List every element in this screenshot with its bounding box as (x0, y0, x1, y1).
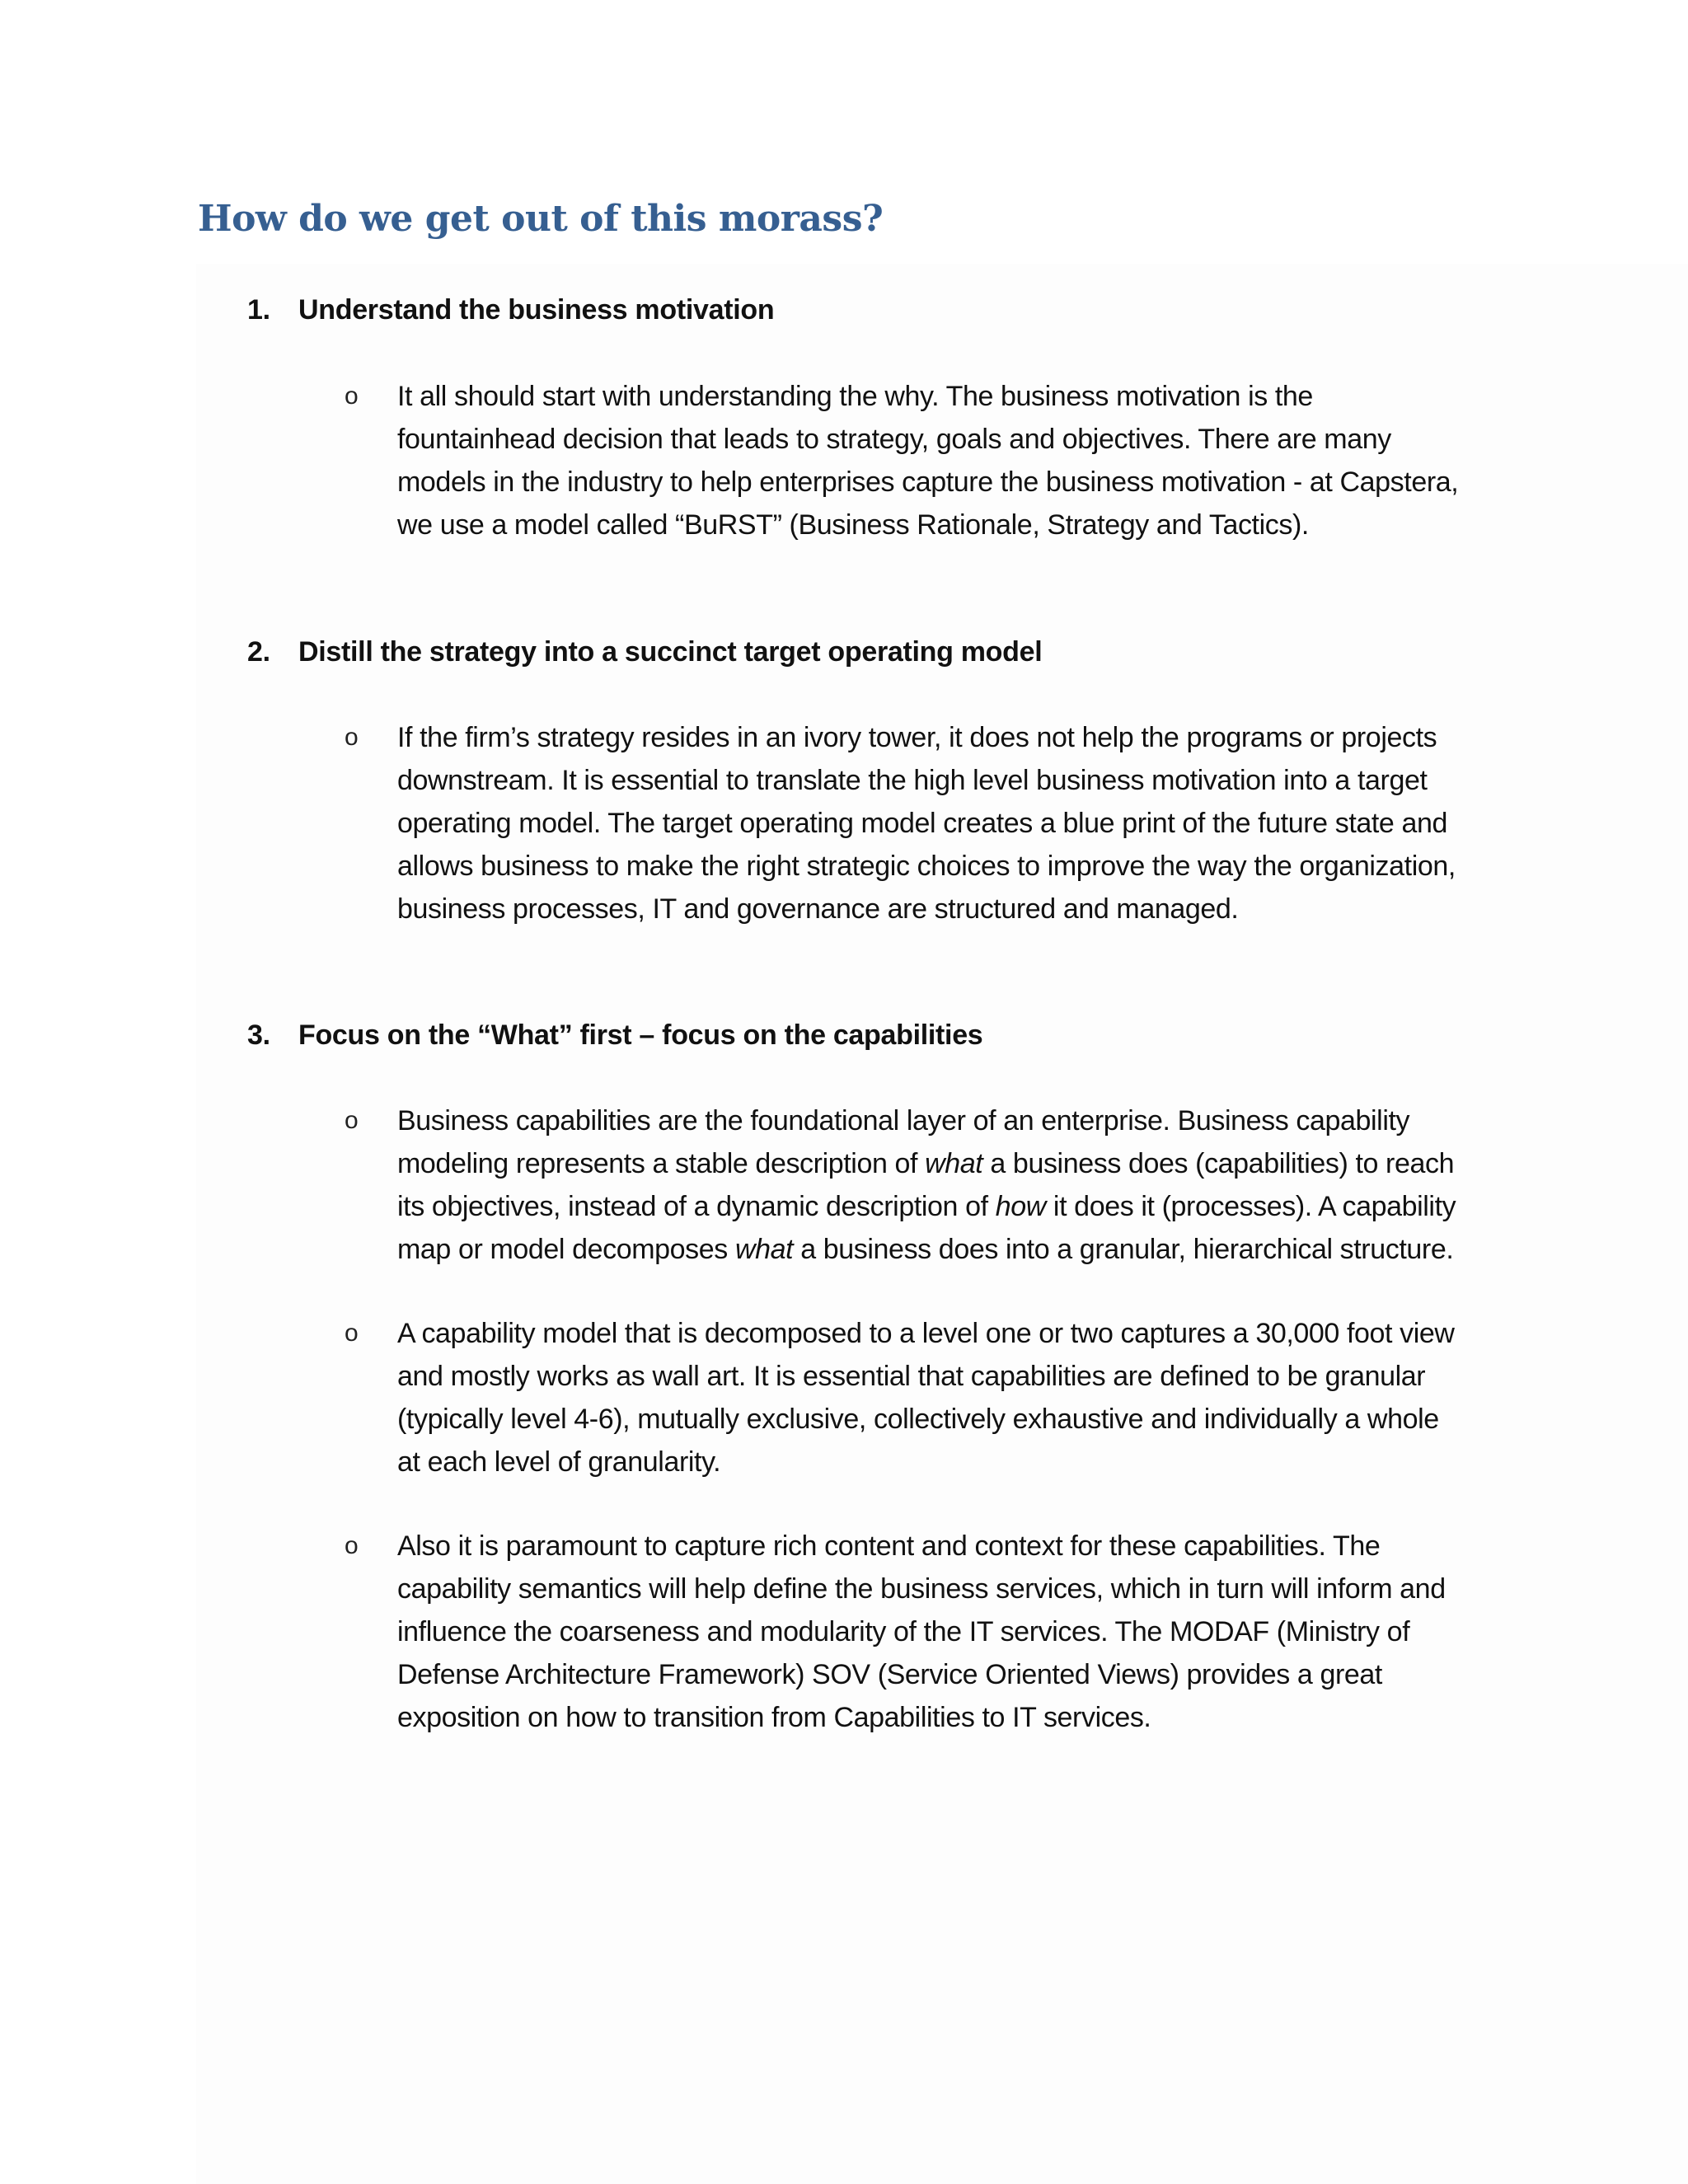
text-line: operating model. The target operating model creates a blue print of the future state and (397, 808, 1447, 839)
text-line: business processes, IT and governance are structured and managed. (397, 893, 1239, 925)
section-number: 2. (247, 636, 270, 668)
text-line: downstream. It is essential to translate the high level business motivation into a target (397, 765, 1428, 796)
emphasis-text: what (734, 1234, 794, 1265)
text-line: we use a model called “BuRST” (Business Rationale, Strategy and Tactics). (397, 509, 1309, 541)
hollow-circle-bullet-icon: o (345, 382, 359, 410)
bullet-text (397, 1525, 1502, 1739)
section-title-text: Understand the business motivation (298, 294, 775, 326)
section-title-text: Distill the strategy into a succinct target operating model (298, 636, 1043, 668)
section-number: 3. (247, 1019, 270, 1051)
hollow-circle-bullet-icon: o (345, 724, 359, 751)
hollow-circle-bullet-icon: o (345, 1319, 359, 1347)
text-line: It all should start with understanding the why. The business motivation is the (397, 381, 1313, 412)
text-line: capability semantics will help define the business services, which in turn will inform and (397, 1573, 1446, 1605)
text-line: fountainhead decision that leads to strategy, goals and objectives. There are many (397, 424, 1391, 455)
text-line: A capability model that is decomposed to a level one or two captures a 30,000 foot view (397, 1318, 1455, 1349)
bullet-text (397, 1099, 1502, 1271)
section-title (247, 288, 774, 331)
text-line: its objectives, instead of a dynamic description of how it does it (processes). A capability (397, 1191, 1456, 1222)
text-line: exposition on how to transition from Capabilities to IT services. (397, 1702, 1151, 1733)
section-title-text: Focus on the “What” first – focus on the capabilities (298, 1019, 983, 1051)
bullet-text (397, 1312, 1502, 1483)
hollow-circle-bullet-icon: o (345, 1532, 359, 1559)
section-number: 1. (247, 294, 270, 326)
text-line: influence the coarseness and modularity of the IT services. The MODAF (Ministry of (397, 1616, 1410, 1647)
text-line: and mostly works as wall art. It is essential that capabilities are defined to be granular (397, 1361, 1426, 1392)
text-line: Business capabilities are the foundational layer of an enterprise. Business capability (397, 1105, 1410, 1137)
emphasis-text: what (925, 1148, 983, 1179)
text-line: map or model decomposes what a business does into a granular, hierarchical structure. (397, 1234, 1454, 1265)
hollow-circle-bullet-icon: o (345, 1107, 359, 1134)
text-line: Also it is paramount to capture rich content and context for these capabilities. The (397, 1530, 1381, 1562)
section-title (247, 630, 1042, 673)
emphasis-text: how (995, 1191, 1046, 1222)
section-title (247, 1014, 982, 1057)
page-heading: How do we get out of this morass? (198, 198, 884, 240)
text-line: at each level of granularity. (397, 1446, 721, 1478)
bullet-text (397, 716, 1502, 930)
text-line: allows business to make the right strategic choices to improve the way the organization, (397, 851, 1456, 882)
text-line: If the firm’s strategy resides in an ivory tower, it does not help the programs or projects (397, 722, 1437, 753)
text-line: modeling represents a stable description of what a business does (capabilities) to reach (397, 1148, 1455, 1179)
bullet-text (397, 375, 1502, 546)
text-line: (typically level 4-6), mutually exclusive, collectively exhaustive and individually a whole (397, 1404, 1439, 1435)
text-line: models in the industry to help enterprises capture the business motivation - at Capstera, (397, 466, 1459, 498)
text-line: Defense Architecture Framework) SOV (Service Oriented Views) provides a great (397, 1659, 1382, 1690)
